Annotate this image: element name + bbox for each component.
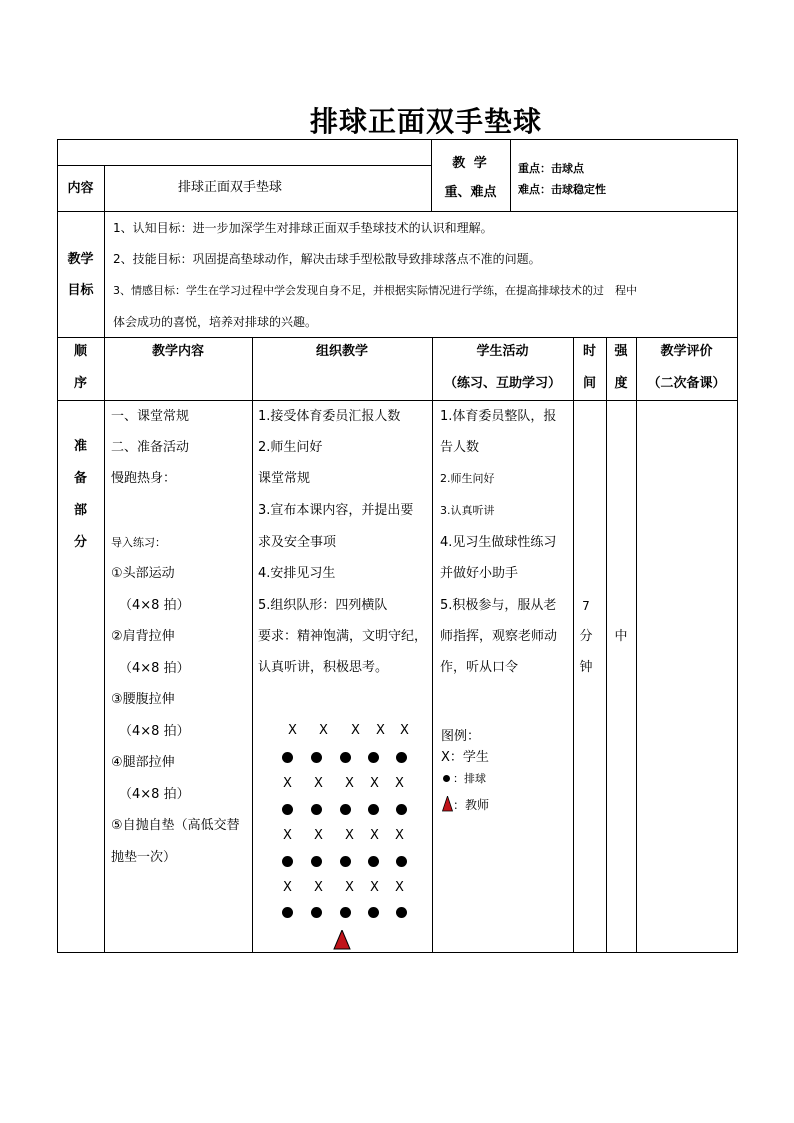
content-line: 导入练习： [111, 536, 166, 549]
formation-ball-dot [396, 856, 407, 867]
content-line: ⑤自抛自垫（高低交替 [111, 818, 240, 833]
col-intensity-line1: 强 [614, 344, 628, 359]
col-divider-6 [636, 337, 637, 953]
content-label-divider [104, 165, 105, 211]
legend-ball-dot [443, 775, 450, 782]
page-title: 排球正面双手垫球 [309, 105, 542, 138]
organization-line: 5.组织队形：四列横队 [258, 598, 388, 613]
content-line: （4×8 拍） [119, 724, 190, 739]
col-student-activity-sub: （练习、互助学习） [443, 376, 561, 391]
col-divider-2 [252, 337, 253, 953]
student-activity-line: 4.见习生做球性练习 [440, 535, 557, 550]
content-line: ②肩背拉伸 [111, 629, 175, 644]
content-line: （4×8 拍） [119, 661, 190, 676]
formation-student-x: X [283, 776, 292, 791]
section-name-char: 分 [73, 535, 87, 550]
time-unit: 钟 [579, 660, 593, 675]
col-student-activity: 学生活动 [476, 344, 529, 359]
formation-ball-dot [368, 907, 379, 918]
formation-student-x: X [345, 880, 354, 895]
legend-student: X：学生 [441, 750, 489, 765]
formation-student-x: X [395, 776, 404, 791]
key-difficult-label-line1: 教 学 [452, 156, 489, 171]
key-label-left-divider [431, 139, 432, 211]
formation-ball-dot [340, 907, 351, 918]
table-border-right [737, 139, 738, 953]
table-border-bottom [57, 952, 737, 953]
formation-ball-dot [282, 907, 293, 918]
organization-line: 求及安全事项 [258, 535, 337, 550]
formation-ball-dot [368, 752, 379, 763]
content-line: 抛垫一次） [111, 850, 177, 865]
formation-student-x: X [376, 723, 385, 738]
formation-student-x: X [345, 828, 354, 843]
formation-ball-dot [368, 856, 379, 867]
formation-student-x: X [283, 880, 292, 895]
formation-student-x: X [400, 723, 409, 738]
formation-teacher-icon [333, 930, 351, 950]
col-divider-4 [573, 337, 574, 953]
formation-ball-dot [282, 804, 293, 815]
formation-student-x: X [351, 723, 360, 738]
time-unit: 分 [579, 629, 593, 644]
content-line: （4×8 拍） [119, 787, 190, 802]
content-line: ③腰腹拉伸 [111, 692, 175, 707]
col-time-line1: 时 [582, 344, 596, 359]
legend-teacher-icon [442, 796, 453, 812]
content-line: 慢跑热身： [111, 471, 177, 486]
formation-ball-dot [396, 804, 407, 815]
section-name-char: 准 [73, 439, 87, 454]
key-label-right-divider [510, 139, 511, 211]
formation-ball-dot [311, 856, 322, 867]
formation-student-x: X [395, 880, 404, 895]
formation-student-x: X [370, 828, 379, 843]
formation-student-x: X [283, 828, 292, 843]
goal-emotional-line2: 体会成功的喜悦，培养对排球的兴趣。 [113, 315, 318, 329]
goal-cognitive: 1、认知目标：进一步加深学生对排球正面双手垫球技术的认识和理解。 [113, 221, 493, 235]
formation-ball-dot [311, 752, 322, 763]
formation-student-x: X [345, 776, 354, 791]
formation-ball-dot [396, 907, 407, 918]
goals-label-divider [104, 211, 105, 337]
content-label: 内容 [67, 181, 94, 196]
header-inner-line [57, 165, 431, 166]
col-content: 教学内容 [151, 344, 204, 359]
table-border-top [57, 139, 737, 140]
section-name-char: 部 [73, 503, 87, 518]
section-name-char: 备 [73, 471, 87, 486]
col-divider-5 [606, 337, 607, 953]
formation-ball-dot [396, 752, 407, 763]
student-activity-line: 师指挥，观察老师动 [440, 629, 558, 644]
difficult-point: 难点：击球稳定性 [518, 183, 606, 196]
col-divider-3 [432, 337, 433, 953]
formation-ball-dot [282, 752, 293, 763]
formation-student-x: X [314, 880, 323, 895]
time-value: 7 [582, 599, 590, 613]
organization-line: 4.安排见习生 [258, 566, 336, 581]
formation-student-x: X [395, 828, 404, 843]
col-evaluation-sub: （二次备课） [647, 376, 726, 391]
content-line: ①头部运动 [111, 566, 175, 581]
organization-line: 2.师生问好 [258, 440, 323, 455]
formation-ball-dot [340, 804, 351, 815]
formation-student-x: X [314, 828, 323, 843]
formation-student-x: X [370, 880, 379, 895]
content-line: 二、准备活动 [111, 440, 190, 455]
formation-ball-dot [282, 856, 293, 867]
col-intensity-line2: 度 [614, 376, 628, 391]
intensity-value: 中 [614, 629, 628, 644]
goals-label-line2: 目标 [67, 283, 94, 298]
col-time-line2: 间 [582, 376, 596, 391]
legend-ball: ：排球 [453, 772, 486, 785]
student-activity-line: 3.认真听讲 [440, 504, 495, 517]
col-order-line1: 顺 [73, 344, 87, 359]
student-activity-line: 并做好小助手 [440, 566, 519, 581]
formation-ball-dot [368, 804, 379, 815]
formation-student-x: X [288, 723, 297, 738]
student-activity-line: 作，听从口令 [440, 660, 519, 675]
columns-bottom-line [57, 400, 737, 401]
goals-bottom-line [57, 337, 737, 338]
formation-ball-dot [311, 804, 322, 815]
col-divider-1 [104, 337, 105, 953]
key-difficult-label-line2: 重、难点 [444, 185, 497, 200]
student-activity-line: 告人数 [440, 440, 480, 455]
goal-emotional-line1: 3、情感目标：学生在学习过程中学会发现自身不足，并根据实际情况进行学练，在提高排球技术的过 程中 [113, 284, 637, 297]
content-line: ④腿部拉伸 [111, 755, 175, 770]
col-evaluation: 教学评价 [660, 344, 713, 359]
key-point: 重点：击球点 [518, 162, 584, 175]
organization-line: 1.接受体育委员汇报人数 [258, 409, 401, 424]
organization-line: 3.宣布本课内容，并提出要 [258, 503, 414, 518]
formation-ball-dot [340, 752, 351, 763]
goals-label-line1: 教学 [67, 252, 94, 267]
organization-line: 课堂常规 [258, 471, 311, 486]
legend-title: 图例： [441, 729, 481, 744]
organization-line: 认真听讲，积极思考。 [258, 660, 389, 675]
content-value: 排球正面双手垫球 [178, 180, 283, 195]
legend-teacher: ：教师 [453, 798, 490, 812]
content-line: （4×8 拍） [119, 598, 190, 613]
formation-ball-dot [340, 856, 351, 867]
organization-line: 要求：精神饱满，文明守纪， [258, 629, 428, 644]
student-activity-line: 5.积极参与，服从老 [440, 598, 557, 613]
header-bottom-line [57, 211, 737, 212]
col-order-line2: 序 [73, 376, 87, 391]
formation-student-x: X [370, 776, 379, 791]
student-activity-line: 2.师生问好 [440, 472, 495, 485]
goal-skill: 2、技能目标：巩固提高垫球动作，解决击球手型松散导致排球落点不准的问题。 [113, 252, 541, 266]
student-activity-line: 1.体育委员整队，报 [440, 409, 557, 424]
col-organization: 组织教学 [315, 344, 368, 359]
content-line: 一、课堂常规 [111, 409, 190, 424]
formation-student-x: X [319, 723, 328, 738]
formation-student-x: X [314, 776, 323, 791]
formation-ball-dot [311, 907, 322, 918]
